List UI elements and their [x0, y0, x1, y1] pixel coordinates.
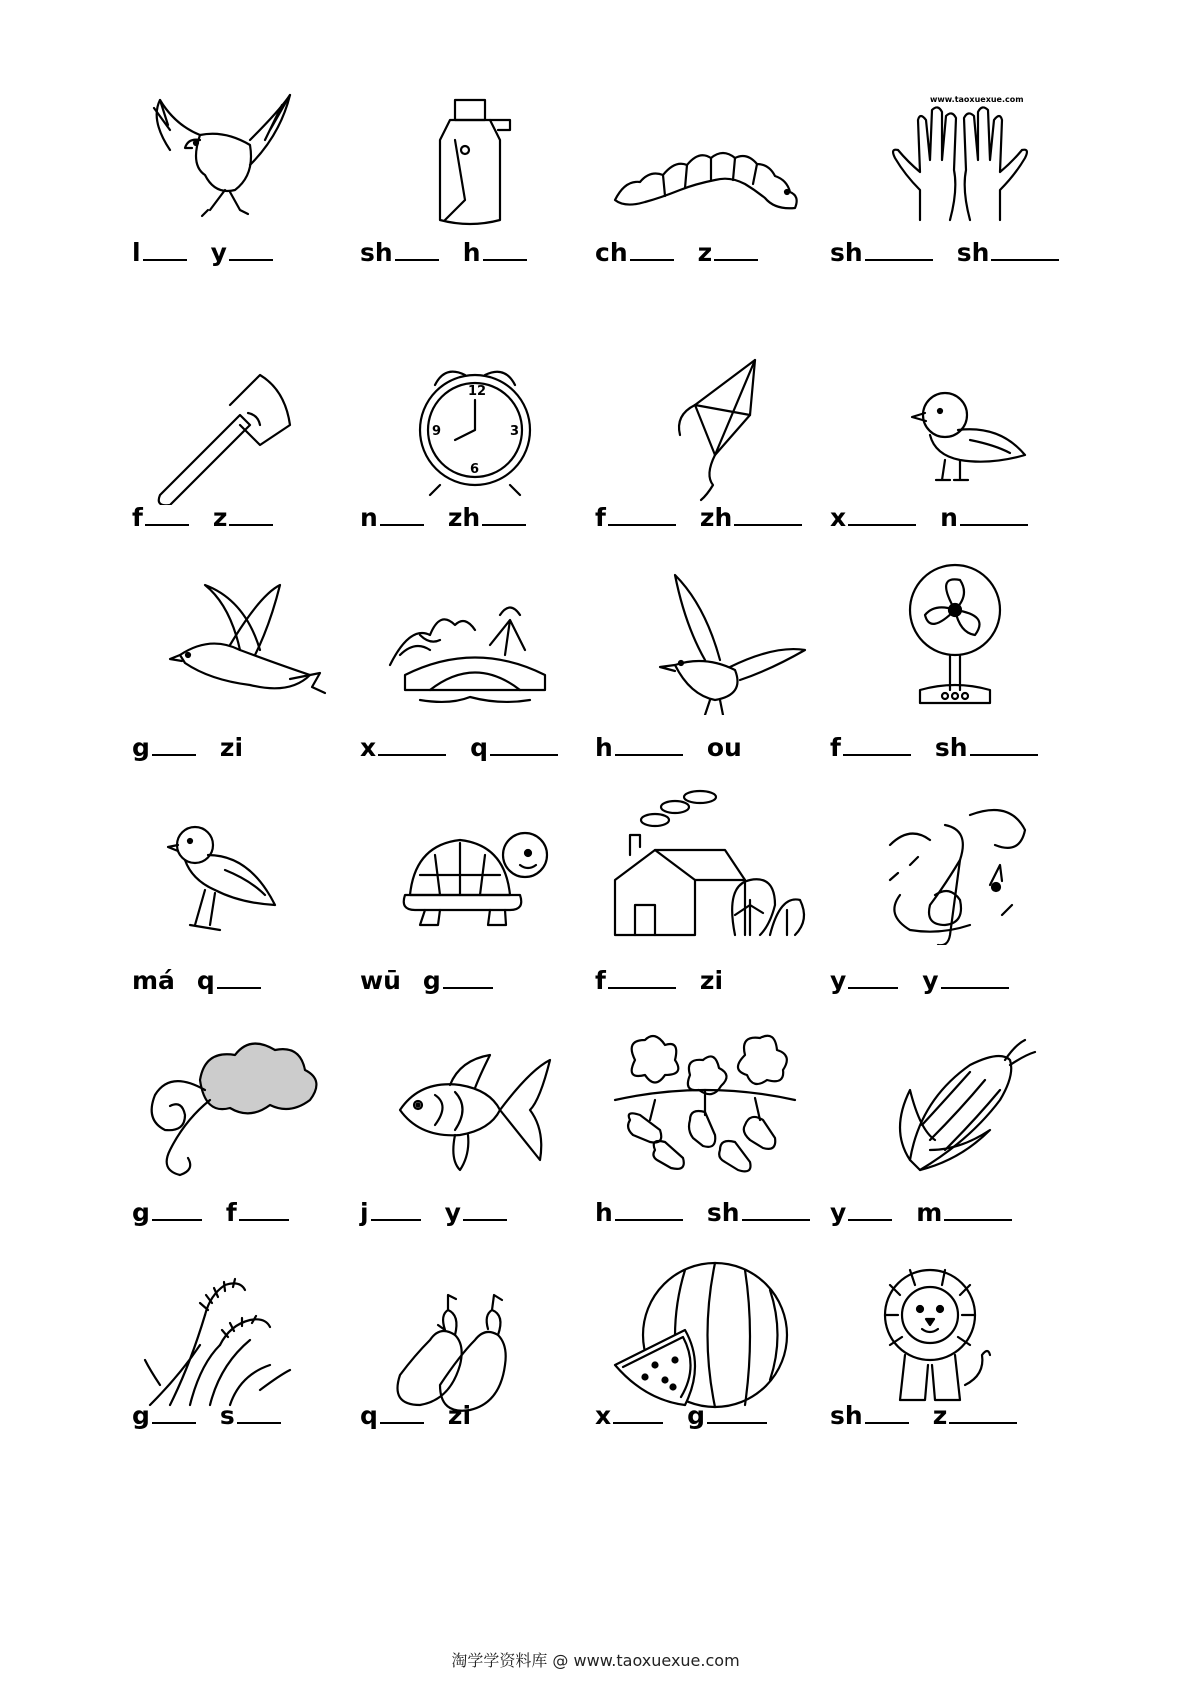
exercise-item	[110, 80, 370, 320]
pinyin-initial: n	[360, 503, 378, 532]
exercise-item	[340, 345, 600, 585]
peanut-plant-icon	[575, 1020, 835, 1180]
pinyin-label	[830, 968, 1011, 993]
pinyin-label	[360, 968, 495, 993]
pinyin-label	[830, 505, 1030, 530]
pinyin-initial: wū	[360, 966, 401, 995]
pinyin-label	[830, 735, 1040, 760]
turtle-icon	[340, 785, 600, 945]
pinyin-initial: má	[132, 966, 175, 995]
fill-in-blank[interactable]	[941, 983, 1009, 989]
pinyin-initial: h	[462, 238, 481, 267]
electric-fan-icon	[830, 555, 1090, 715]
pinyin-initial: y	[210, 238, 227, 267]
fill-in-blank[interactable]	[145, 520, 189, 526]
pinyin-initial: q	[196, 966, 215, 995]
fill-in-blank[interactable]	[608, 520, 676, 526]
exercise-item	[575, 345, 835, 585]
eagle-icon	[110, 80, 370, 240]
wind-cloud-icon	[110, 1020, 370, 1180]
pinyin-label	[132, 1403, 283, 1428]
fill-in-blank[interactable]	[483, 255, 527, 261]
pinyin-initial: g	[132, 1198, 150, 1227]
pinyin-label	[595, 505, 804, 530]
footer-watermark: 淘学学资料库 @ www.taoxuexue.com	[451, 1651, 740, 1670]
pinyin-initial: g	[422, 966, 441, 995]
exercise-item	[830, 345, 1090, 585]
fill-in-blank[interactable]	[229, 520, 273, 526]
pinyin-initial: y	[444, 1198, 461, 1227]
fill-in-blank[interactable]	[848, 520, 916, 526]
pinyin-label	[360, 735, 560, 760]
fill-in-blank[interactable]	[152, 1215, 202, 1221]
axe-icon	[110, 345, 370, 505]
alarm-clock-icon	[340, 345, 600, 505]
pinyin-label	[360, 1200, 509, 1225]
pinyin-initial: sh	[706, 1198, 740, 1227]
pinyin-initial: f	[595, 966, 606, 995]
pinyin-label	[595, 1200, 812, 1225]
pinyin-initial: ch	[595, 238, 628, 267]
kite-icon	[575, 345, 835, 505]
fill-in-blank[interactable]	[613, 1418, 663, 1424]
seagull-icon	[575, 555, 835, 715]
goldfish-icon	[340, 1020, 600, 1180]
exercise-item	[830, 80, 1090, 320]
svg-text:www.taoxuexue.com: www.taoxuexue.com	[930, 95, 1024, 104]
pinyin-initial: z	[212, 503, 228, 532]
pinyin-initial: y	[922, 966, 939, 995]
corn-icon	[830, 1020, 1090, 1180]
fill-in-blank[interactable]	[395, 255, 439, 261]
fill-in-blank[interactable]	[217, 983, 261, 989]
fill-in-blank[interactable]	[371, 1215, 421, 1221]
thermos-icon	[340, 80, 600, 240]
pinyin-label	[595, 735, 742, 760]
fill-in-blank[interactable]	[143, 255, 187, 261]
fill-in-blank[interactable]	[742, 1215, 810, 1221]
pinyin-initial: zh	[699, 503, 733, 532]
magpie-icon	[110, 785, 370, 945]
fill-in-blank[interactable]	[380, 1418, 424, 1424]
exercise-item	[575, 80, 835, 320]
fill-in-blank[interactable]	[630, 255, 674, 261]
fill-in-blank[interactable]	[237, 1418, 281, 1424]
pinyin-initial: s	[219, 1401, 235, 1430]
fill-in-blank[interactable]	[615, 750, 683, 756]
pinyin-label	[360, 240, 529, 265]
pinyin-initial: g	[687, 1401, 706, 1430]
fill-in-blank[interactable]	[991, 255, 1059, 261]
hands-icon	[830, 80, 1090, 240]
fill-in-blank[interactable]	[608, 983, 676, 989]
pinyin-initial: sh	[956, 238, 990, 267]
fill-in-blank[interactable]	[707, 1418, 767, 1424]
pinyin-initial: x	[830, 503, 847, 532]
caterpillar-icon	[575, 80, 835, 240]
pinyin-initial: m	[916, 1198, 943, 1227]
pinyin-initial: q	[470, 733, 489, 762]
pinyin-initial: h	[595, 733, 613, 762]
svg-text:6: 6	[470, 462, 480, 477]
bridge-icon	[340, 555, 600, 715]
fill-in-blank[interactable]	[380, 520, 424, 526]
fill-in-blank[interactable]	[239, 1215, 289, 1221]
fill-in-blank[interactable]	[229, 255, 273, 261]
pinyin-initial: zh	[447, 503, 481, 532]
fill-in-blank[interactable]	[714, 255, 758, 261]
svg-text:12: 12	[468, 384, 487, 399]
exercise-item	[340, 80, 600, 320]
fill-in-blank[interactable]	[960, 520, 1028, 526]
fill-in-blank[interactable]	[865, 1418, 909, 1424]
pinyin-initial: f	[595, 503, 606, 532]
fill-in-blank[interactable]	[615, 1215, 683, 1221]
music-note-icon	[830, 785, 1090, 945]
pinyin-initial: ou	[706, 733, 742, 762]
pinyin-label	[360, 505, 528, 530]
pinyin-label	[132, 1200, 291, 1225]
pinyin-initial: sh	[830, 238, 863, 267]
fill-in-blank[interactable]	[843, 750, 911, 756]
eggplant-icon	[340, 1255, 600, 1415]
fill-in-blank[interactable]	[970, 750, 1038, 756]
fill-in-blank[interactable]	[848, 1215, 892, 1221]
pinyin-initial: z	[697, 238, 713, 267]
pinyin-initial: f	[225, 1198, 237, 1227]
pinyin-initial: y	[830, 966, 847, 995]
pinyin-initial: z	[932, 1401, 948, 1430]
fill-in-blank[interactable]	[848, 983, 898, 989]
pinyin-label	[595, 1403, 769, 1428]
pinyin-initial: g	[132, 1401, 150, 1430]
pinyin-initial: x	[360, 733, 377, 762]
pinyin-initial: sh	[830, 1401, 863, 1430]
pinyin-initial: g	[132, 733, 150, 762]
rice-stalk-icon	[110, 1255, 370, 1415]
pinyin-initial: q	[360, 1401, 378, 1430]
pinyin-initial: x	[595, 1401, 612, 1430]
fill-in-blank[interactable]	[490, 750, 558, 756]
fill-in-blank[interactable]	[152, 1418, 196, 1424]
svg-text:9: 9	[432, 424, 442, 439]
fill-in-blank[interactable]	[734, 520, 802, 526]
pinyin-initial: j	[360, 1198, 369, 1227]
pinyin-initial: sh	[934, 733, 968, 762]
pinyin-label	[830, 1403, 1019, 1428]
pinyin-initial: n	[940, 503, 958, 532]
pinyin-initial: zi	[447, 1401, 472, 1430]
svg-text:3: 3	[510, 424, 520, 439]
pinyin-initial: sh	[360, 238, 393, 267]
pinyin-label	[595, 968, 723, 993]
fill-in-blank[interactable]	[463, 1215, 507, 1221]
fill-in-blank[interactable]	[865, 255, 933, 261]
fill-in-blank[interactable]	[443, 983, 493, 989]
exercise-item	[110, 1255, 370, 1495]
pinyin-initial: h	[595, 1198, 613, 1227]
fill-in-blank[interactable]	[378, 750, 446, 756]
fill-in-blank[interactable]	[949, 1418, 1017, 1424]
sparrow-icon	[830, 345, 1090, 505]
pinyin-initial: l	[132, 238, 141, 267]
exercise-item	[340, 1255, 600, 1495]
pinyin-initial: zi	[219, 733, 244, 762]
pinyin-label	[360, 1403, 471, 1428]
exercise-item	[575, 1255, 835, 1495]
pinyin-label	[132, 735, 243, 760]
fill-in-blank[interactable]	[482, 520, 526, 526]
pinyin-label	[132, 968, 263, 993]
pinyin-label	[595, 240, 760, 265]
fill-in-blank[interactable]	[152, 750, 196, 756]
pinyin-initial: f	[132, 503, 143, 532]
lion-icon	[830, 1255, 1090, 1415]
house-icon	[575, 785, 835, 945]
pinyin-label	[132, 505, 275, 530]
fill-in-blank[interactable]	[944, 1215, 1012, 1221]
pinyin-initial: y	[830, 1198, 847, 1227]
exercise-item	[110, 345, 370, 585]
watermelon-icon	[575, 1255, 835, 1415]
pinyin-label	[830, 1200, 1014, 1225]
pinyin-label	[830, 240, 1061, 265]
dove-icon	[110, 555, 370, 715]
pinyin-label	[132, 240, 275, 265]
pinyin-initial: zi	[699, 966, 724, 995]
exercise-item	[830, 1255, 1090, 1495]
pinyin-initial: f	[830, 733, 841, 762]
